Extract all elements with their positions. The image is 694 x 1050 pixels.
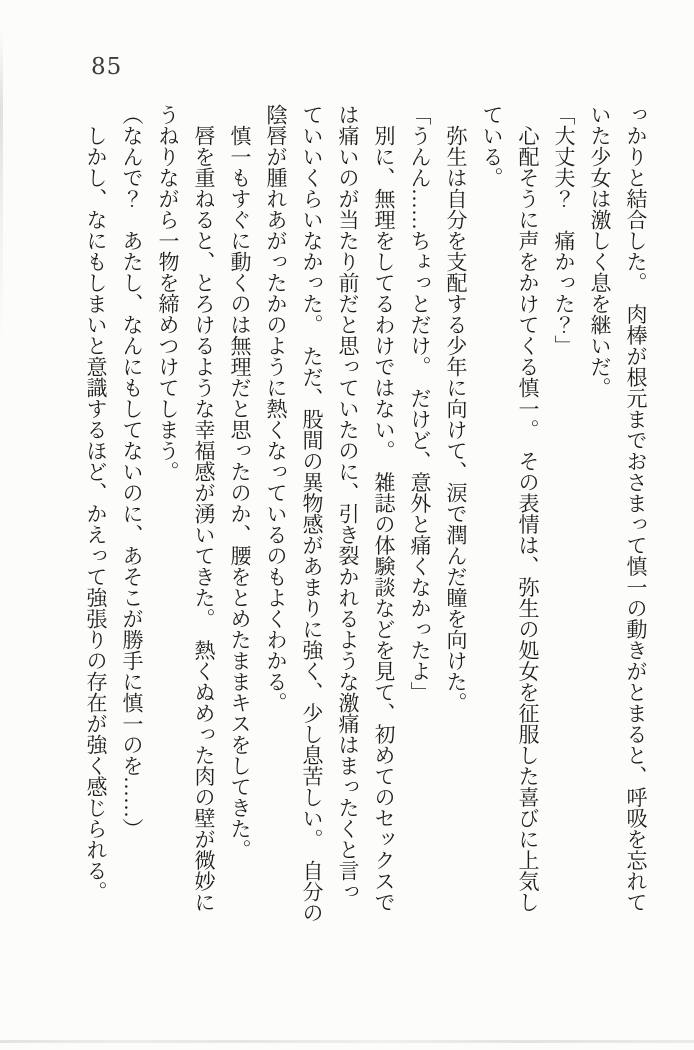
text-column: 「うんん……ちょっとだけ。 だけど、意外と痛くなかったよ」 bbox=[408, 104, 432, 703]
text-column: 別に、無理をしてるわけではない。 雑誌の体験談などを見て、初めてのセックスで bbox=[372, 104, 396, 913]
scan-left-edge-artifact bbox=[0, 30, 3, 350]
text-column: 慎一もすぐに動くのは無理だと思ったのか、腰をとめたままキスをしてきた。 bbox=[228, 104, 252, 860]
page-number: 85 bbox=[91, 54, 123, 80]
text-column: ていいくらいなかった。 ただ、股間の異物感があまりに強く、少し息苦しい。 自分の bbox=[300, 104, 324, 923]
text-block bbox=[78, 104, 654, 954]
text-column: 「大丈夫？ 痛かった？」 bbox=[552, 104, 576, 356]
text-column: 唇を重ねると、とろけるような幸福感が湧いてきた。 熱くぬめった肉の壁が微妙に bbox=[192, 104, 216, 913]
text-column: 陰唇が腫れあがったかのように熱くなっているのもよくわかる。 bbox=[264, 104, 288, 713]
text-column: しかし、なにもしまいと意識するほど、かえって強張りの存在が強く感じられる。 bbox=[84, 104, 108, 902]
text-column: いた少女は激しく息を継いだ。 bbox=[588, 104, 612, 398]
text-column: ている。 bbox=[480, 104, 504, 188]
text-column: っかりと結合した。 肉棒が根元までおさまって慎一の動きがとまると、呼吸を忘れて bbox=[624, 104, 648, 913]
text-column: （なんで？ あたし、なんにもしてないのに、あそこが勝手に慎一のを……） bbox=[120, 104, 144, 839]
text-column: うねりながら一物を締めつけてしまう。 bbox=[156, 104, 180, 482]
text-column: 弥生は自分を支配する少年に向けて、涙で潤んだ瞳を向けた。 bbox=[444, 104, 468, 713]
scan-bottom-edge-artifact bbox=[0, 1040, 694, 1043]
text-column: 心配そうに声をかけてくる慎一。 その表情は、弥生の処女を征服した喜びに上気し bbox=[516, 104, 540, 913]
text-column: は痛いのが当たり前だと思っていたのに、引き裂かれるような激痛はまったくと言っ bbox=[336, 104, 360, 902]
